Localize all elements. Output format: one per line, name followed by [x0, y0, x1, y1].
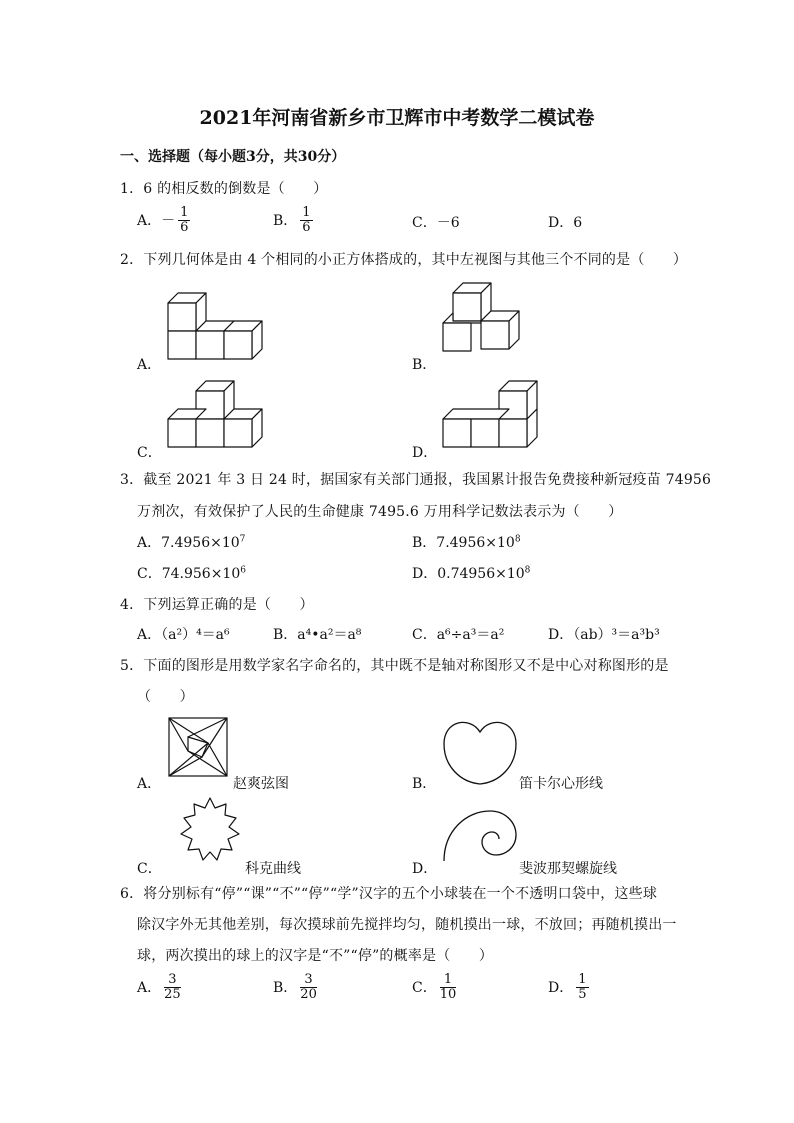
q4-option-c: C．a⁶÷a³＝a² — [412, 627, 505, 643]
q1-option-b — [273, 206, 313, 236]
q1-b-num: 1 — [302, 205, 311, 220]
q1-a-fraction — [178, 206, 190, 236]
q6-a-num: 3 — [164, 973, 181, 988]
q6-b-fraction — [300, 973, 317, 1003]
q3-d-base: D．0.74956×10 — [412, 566, 525, 582]
q6-option-b — [273, 973, 317, 1003]
q1-option-c: C．－6 — [412, 215, 460, 231]
q1-a-label: A． — [137, 212, 162, 229]
q1-option-a — [137, 206, 190, 236]
q6-c-den: 10 — [439, 987, 457, 1003]
q6-d-label: D． — [548, 979, 574, 996]
question-3-stem-line2: 万剂次，有效保护了人民的生命健康 7495.6 万用科学记数法表示为（ ） — [137, 504, 623, 520]
q3-option-d — [412, 563, 530, 583]
q6-a-den: 25 — [164, 987, 181, 1003]
q5-spiral-figure — [440, 805, 520, 865]
q1-b-label: B． — [273, 212, 298, 229]
q2-option-b-label: B． — [412, 357, 437, 373]
q3-b-base: B．7.4956×10 — [412, 535, 515, 551]
q4-option-a: A．（a²）⁴＝a⁶ — [137, 627, 230, 643]
question-6-stem-line3: 球，两次摸出的球上的汉字是“不”“停”的概率是（ ） — [137, 948, 494, 964]
question-3-stem-line1: 3．截至 2021 年 3 日 24 时，据国家有关部门通报，我国累计报告免费接种新冠疫苗 74956 — [120, 472, 712, 488]
question-1-stem: 1．6 的相反数的倒数是（ ） — [120, 181, 328, 197]
question-2-stem: 2．下列几何体是由 4 个相同的小正方体搭成的，其中左视图与其他三个不同的是（ ） — [120, 252, 688, 268]
q3-option-c — [137, 563, 246, 583]
q3-c-exp: 6 — [240, 565, 246, 576]
q1-option-d: D．6 — [548, 215, 583, 231]
q2-option-c-label: C． — [137, 445, 162, 461]
page-title: 2021年河南省新乡市卫辉市中考数学二模试卷 — [199, 107, 595, 129]
q6-b-num: 3 — [300, 973, 317, 988]
q5-option-a-label: A． — [137, 776, 162, 792]
q6-option-c — [412, 973, 456, 1003]
q5-option-d-label: D． — [412, 861, 438, 877]
q1-b-den: 6 — [302, 220, 311, 236]
q6-c-fraction — [440, 973, 457, 1003]
q5-zhao-shuang-figure — [168, 717, 230, 779]
q3-option-a — [137, 532, 245, 552]
q5-option-a-caption: 赵爽弦图 — [233, 776, 289, 792]
q5-cardioid-figure — [440, 718, 520, 788]
q2-figure-b — [440, 283, 530, 358]
q6-c-num: 1 — [440, 973, 457, 988]
question-5-stem-line2: （ ） — [137, 689, 194, 705]
q4-option-d: D．（ab）³＝a³b³ — [548, 627, 660, 643]
q3-a-base: A．7.4956×10 — [137, 535, 240, 551]
section-heading: 一、选择题（每小题3分，共30分） — [120, 149, 346, 165]
q2-figure-d — [440, 381, 550, 451]
q6-d-den: 5 — [578, 987, 587, 1003]
q1-a-den: 6 — [180, 220, 189, 236]
q3-b-exp: 8 — [514, 534, 521, 545]
q1-a-sign: － — [161, 212, 176, 229]
q5-koch-figure — [175, 796, 245, 866]
question-4-stem: 4．下列运算正确的是（ ） — [120, 597, 314, 613]
q5-option-b-caption: 笛卡尔心形线 — [519, 776, 603, 792]
q5-option-c-label: C． — [137, 861, 162, 877]
question-6-stem-line2: 除汉字外无其他差别，每次摸球前先搅拌均匀，随机摸出一球，不放回；再随机摸出一 — [137, 917, 677, 933]
q6-option-d — [548, 973, 589, 1003]
q3-a-exp: 7 — [239, 534, 246, 545]
question-5-stem-line1: 5．下面的图形是用数学家名字命名的，其中既不是轴对称图形又不是中心对称图形的是 — [120, 658, 669, 674]
q6-d-fraction — [576, 973, 588, 1003]
q6-c-label: C． — [412, 979, 437, 996]
q6-d-num: 1 — [578, 972, 587, 987]
q6-a-fraction — [164, 973, 181, 1003]
q6-a-label: A． — [137, 979, 162, 996]
question-6-stem-line1: 6．将分别标有“停”“课”“不”“停”“学”汉字的五个小球装在一个不透明口袋中，这些球 — [120, 886, 658, 902]
q2-option-d-label: D． — [412, 445, 438, 461]
q6-option-a — [137, 973, 181, 1003]
q6-b-label: B． — [273, 979, 298, 996]
q3-d-exp: 8 — [524, 565, 531, 576]
q5-option-d-caption: 斐波那契螺旋线 — [519, 861, 617, 877]
q5-option-b-label: B． — [412, 776, 437, 792]
q4-option-b: B．a⁴•a²＝a⁸ — [273, 627, 362, 643]
q2-option-a-label: A． — [137, 357, 162, 373]
q1-b-fraction — [300, 206, 312, 236]
q2-figure-a — [165, 293, 275, 363]
q2-figure-c — [165, 381, 275, 451]
q5-option-c-caption: 科克曲线 — [245, 861, 301, 877]
q3-option-b — [412, 532, 521, 552]
q1-a-num: 1 — [180, 205, 189, 220]
q6-b-den: 20 — [300, 987, 317, 1003]
q3-c-base: C．74.956×10 — [137, 566, 241, 582]
